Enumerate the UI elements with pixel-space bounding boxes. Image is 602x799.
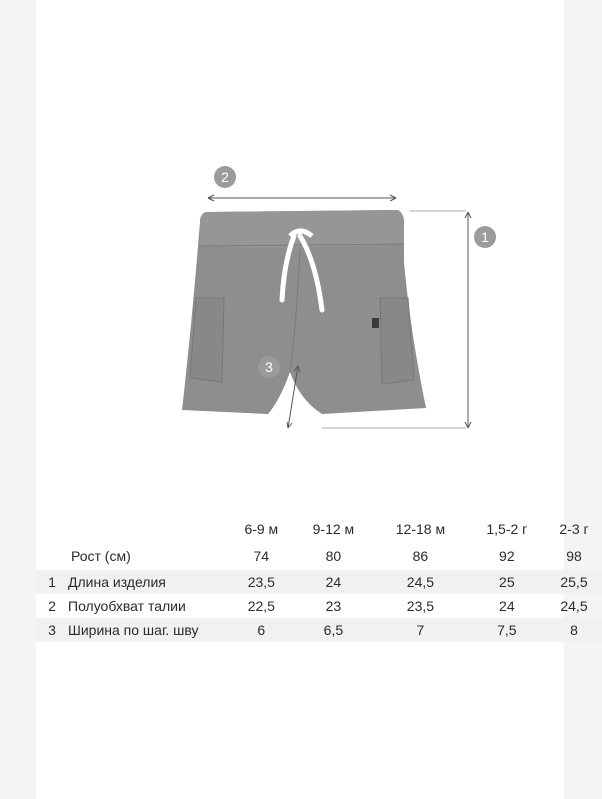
row-number: 2 [48, 598, 56, 614]
table-cell: 80 [325, 548, 342, 564]
table-cell: 86 [412, 548, 429, 564]
row-number: 3 [36, 618, 68, 642]
table-cell: 74 [253, 548, 270, 564]
table-cell: 6 [229, 618, 294, 642]
table-row [36, 594, 602, 618]
table-cell: 7 [373, 618, 467, 642]
table-cell: 24 [294, 570, 374, 594]
table-cell: 23,5 [229, 570, 294, 594]
table-cell: 6,5 [294, 618, 374, 642]
table-row-height [36, 542, 602, 570]
table-row [36, 570, 602, 594]
column-header: 9-12 м [312, 521, 355, 537]
table-cell: 7,5 [468, 618, 546, 642]
table-cell: 24 [499, 598, 515, 614]
row-label: Ширина по шаг. шву [68, 618, 229, 642]
table-cell: 24,5 [373, 570, 467, 594]
table-cell: 25 [468, 570, 546, 594]
table-cell: 25,5 [546, 570, 602, 594]
row-number: 1 [36, 570, 68, 594]
size-table [36, 516, 602, 642]
column-header: 2-3 г [559, 521, 589, 537]
badge-inseam: 3 [258, 356, 280, 378]
left-pocket [190, 298, 224, 382]
table-cell: 23 [325, 598, 342, 614]
right-pocket [380, 298, 414, 384]
table-cell: 92 [499, 548, 515, 564]
table-row [36, 618, 602, 642]
column-header: 12-18 м [395, 521, 446, 537]
badge-waist: 2 [214, 166, 236, 188]
table-cell: 22,5 [247, 598, 275, 614]
table-cell: 8 [546, 618, 602, 642]
table-cell: 24,5 [560, 598, 588, 614]
column-header: 1,5-2 г [486, 521, 528, 537]
row-label: Рост (см) [71, 548, 131, 564]
row-label: Полуобхват талии [68, 598, 186, 614]
badge-length: 1 [474, 226, 496, 248]
table-cell: 23,5 [406, 598, 435, 614]
column-header: 6-9 м [244, 521, 279, 537]
size-table-header [36, 516, 602, 542]
table-cell: 98 [566, 548, 582, 564]
brand-tag [372, 318, 379, 328]
row-label: Длина изделия [68, 570, 229, 594]
